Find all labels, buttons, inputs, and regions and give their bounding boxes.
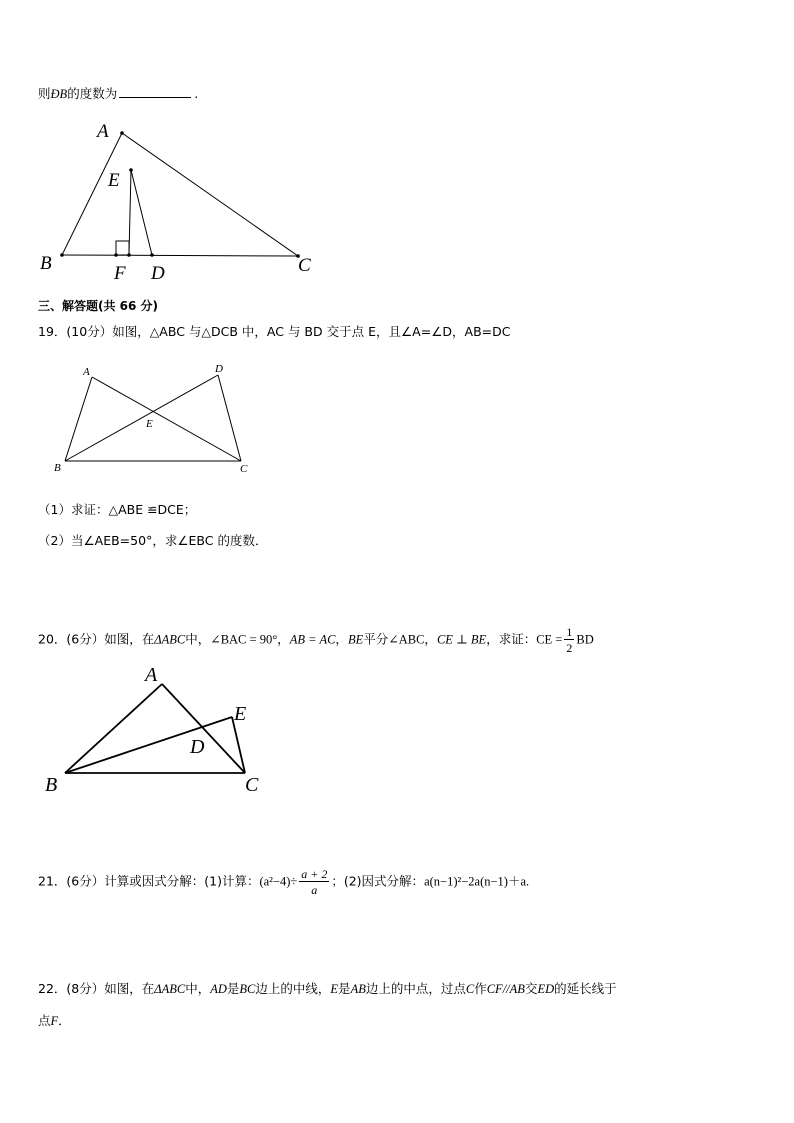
q22-ab: AB — [350, 982, 366, 996]
q22-e: E — [330, 982, 339, 996]
q22-text-c: 边上的中线， — [255, 981, 331, 996]
fig19-label-e: E — [146, 418, 153, 430]
q20-statement — [38, 626, 594, 654]
fig20-label-e: E — [234, 703, 247, 725]
q22-cf: CF — [486, 982, 503, 996]
q20-num: 20．(6分）如图，在 — [38, 631, 155, 647]
q22-ed: ED — [537, 982, 555, 996]
q20-pingfen: 平分 — [363, 631, 389, 647]
fig18-label-b: B — [40, 253, 52, 274]
q18-answer-blank[interactable] — [119, 85, 191, 98]
q20-cond4: ∠ABC — [388, 632, 425, 647]
q20-qiuzheng: ，求证： — [486, 631, 537, 647]
fig18-label-d: D — [151, 263, 165, 284]
fig20-label-a: A — [145, 664, 158, 686]
q21-prefix: 21．(6分）计算或因式分解：(1)计算： — [38, 873, 260, 889]
q22-is: 是 — [226, 981, 240, 996]
q22-line1 — [38, 979, 617, 997]
q22-text-i: 点 — [38, 1013, 51, 1028]
q20-ce: CE = — [536, 632, 563, 647]
figure-q19 — [48, 360, 268, 480]
q18-suffix: 的度数为 — [67, 86, 118, 101]
q22-f: F — [50, 1014, 59, 1028]
q21-expr2: a(n−1)²−2a(n−1)＋a. — [424, 874, 530, 889]
q22-c: C — [465, 982, 475, 996]
q21-fraction — [299, 868, 329, 896]
q21-statement — [38, 868, 529, 896]
fig18-label-f: F — [114, 263, 126, 284]
q22-text-j: ． — [58, 1013, 71, 1028]
q20-cond3: BE — [347, 632, 364, 647]
fig19-label-b: B — [54, 462, 61, 474]
q22-text-g: 交 — [524, 981, 538, 996]
q18-angle: ÐB — [50, 87, 68, 101]
q22-ab2: AB — [509, 982, 525, 996]
q20-cond2: AB = AC — [289, 632, 336, 647]
fig19-label-d: D — [215, 363, 223, 375]
q22-bc: BC — [239, 982, 256, 996]
q22-text-d: 是 — [338, 981, 351, 996]
q20-sep1: ， — [277, 631, 290, 647]
q21-mid: ；(2)因式分解： — [331, 873, 425, 889]
q21-expr1: (a²−4)÷ — [259, 874, 298, 889]
q20-bd: BD — [576, 632, 594, 647]
q18-period: . — [194, 86, 199, 101]
q20-sep3: ， — [424, 631, 437, 647]
q20-frac-num: 1 — [566, 625, 573, 639]
fig19-label-c: C — [240, 463, 248, 475]
figure-q18 — [30, 118, 330, 288]
q20-zhong: 中， — [185, 631, 211, 647]
fig18-label-a: A — [97, 121, 109, 142]
fig18-label-e: E — [108, 170, 120, 191]
q20-frac-den: 2 — [566, 641, 573, 655]
q22-text-h: 的延长线于 — [554, 981, 617, 996]
q21-frac-num: a + 2 — [301, 867, 328, 881]
q22-parallel: // — [502, 982, 510, 996]
section-title: 三、解答题(共 66 分) — [38, 299, 159, 313]
q22-text-b: 中， — [185, 981, 211, 996]
q21-frac-den: a — [311, 883, 318, 897]
q19-part1: （1）求证：△ABE ≌DCE； — [38, 502, 197, 517]
q22-text-a: 22．(8分）如图，在 — [38, 981, 155, 996]
figure-q20 — [40, 662, 280, 802]
q22-line2 — [38, 1011, 71, 1029]
fig20-label-c: C — [245, 774, 259, 796]
q22-text-f: 作 — [474, 981, 487, 996]
q18-answer-line — [38, 84, 198, 102]
fig20-label-d: D — [190, 736, 205, 758]
q19-part2: （2）当∠AEB=50°，求∠EBC 的度数． — [38, 533, 268, 548]
q20-tri: ΔABC — [154, 632, 186, 647]
q19-header: 19．(10分）如图，△ABC 与△DCB 中，AC 与 BD 交于点 E，且∠A=∠D，AB=DC — [38, 324, 511, 339]
q22-text-e: 边上的中点，过点 — [365, 981, 466, 996]
q20-cond1: ∠BAC = 90° — [210, 632, 278, 647]
q20-sep2: ， — [335, 631, 348, 647]
fig18-label-c: C — [298, 255, 311, 276]
q18-prefix: 则 — [38, 86, 51, 101]
q22-ad: AD — [210, 982, 227, 996]
fig20-label-b: B — [45, 774, 58, 796]
q20-cond5: CE ⊥ BE — [436, 632, 487, 647]
q20-fraction — [564, 626, 574, 654]
fig19-label-a: A — [83, 366, 90, 378]
q22-tri: ΔABC — [154, 982, 186, 996]
